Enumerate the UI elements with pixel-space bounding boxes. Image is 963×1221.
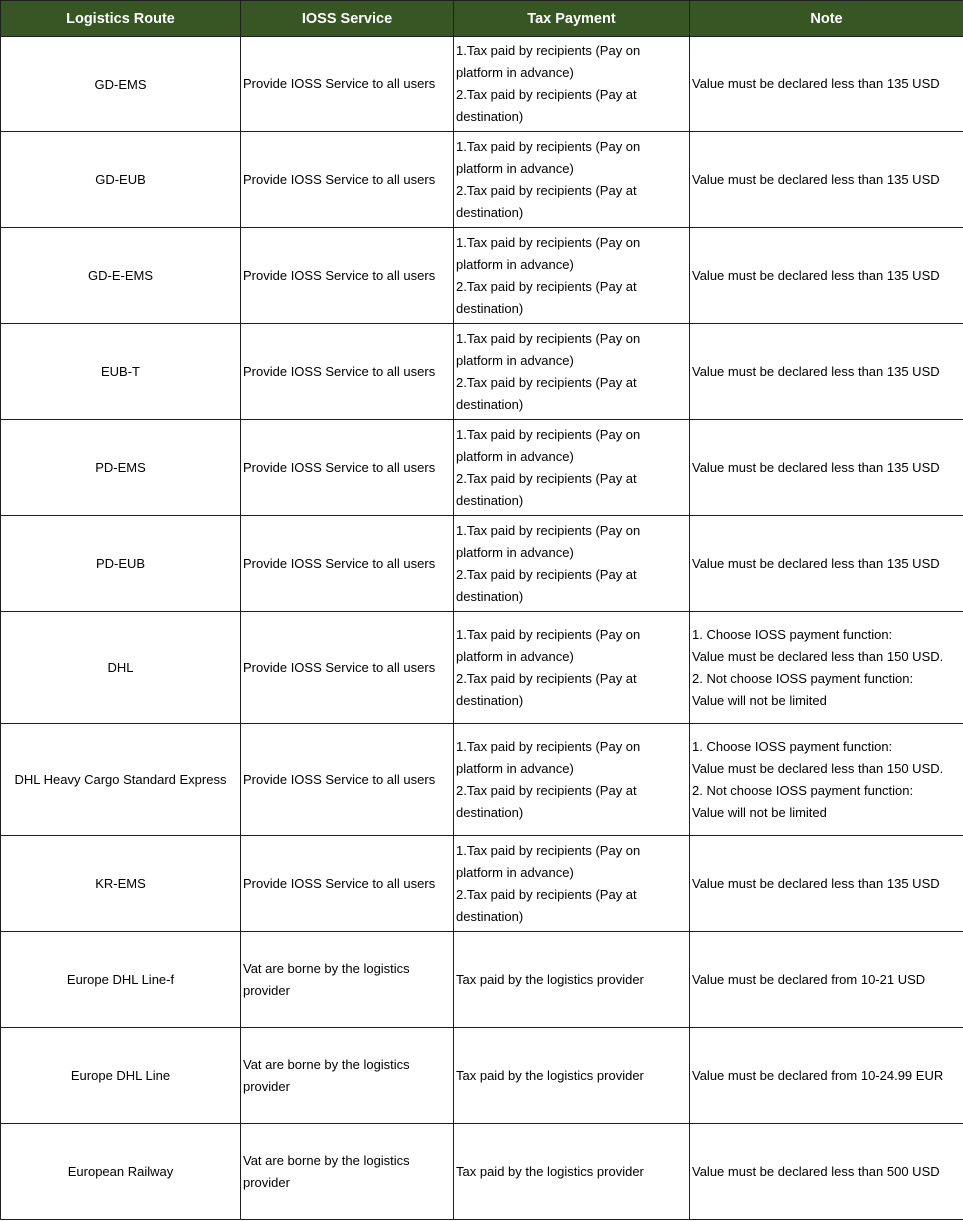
tax-payment-line: destination) <box>456 396 524 412</box>
ioss-service-text: Vat are borne by the logistics provider <box>243 960 410 998</box>
cell-ioss-service <box>241 612 454 724</box>
tax-payment-line: destination) <box>456 492 524 508</box>
cell-tax-payment <box>454 836 690 932</box>
cell-note <box>690 612 963 724</box>
note-line: Value must be declared less than 135 USD <box>692 363 940 379</box>
cell-tax-payment <box>454 612 690 724</box>
cell-logistics-route: KR-EMS <box>1 836 241 932</box>
note-line: Value must be declared from 10-21 USD <box>692 971 926 987</box>
tax-payment-line: platform in advance) <box>456 448 574 464</box>
tax-payment-line: destination) <box>456 908 524 924</box>
tax-payment-line: 1.Tax paid by recipients (Pay on <box>456 330 641 346</box>
tax-payment-line: 2.Tax paid by recipients (Pay at <box>456 87 637 102</box>
ioss-service-text: Provide IOSS Service to all users <box>243 76 436 91</box>
cell-logistics-route: GD-E-EMS <box>1 228 241 324</box>
note-line: Value must be declared less than 135 USD <box>692 555 940 571</box>
tax-payment-line: destination) <box>456 692 524 708</box>
cell-logistics-route: PD-EMS <box>1 420 241 516</box>
cell-tax-payment <box>454 1028 690 1124</box>
cell-note <box>690 932 963 1028</box>
note-line: Value must be declared less than 150 USD. <box>692 648 944 664</box>
cell-ioss-service <box>241 1124 454 1220</box>
tax-payment-line: 1.Tax paid by recipients (Pay on <box>456 234 641 250</box>
table-row <box>1 1028 963 1124</box>
cell-ioss-service <box>241 836 454 932</box>
note-line: Value must be declared less than 150 USD. <box>692 760 944 776</box>
cell-note <box>690 1028 963 1124</box>
cell-tax-payment <box>454 37 690 132</box>
tax-payment-line: 1.Tax paid by recipients (Pay on <box>456 738 641 754</box>
tax-payment-line: platform in advance) <box>456 352 574 368</box>
cell-tax-payment <box>454 724 690 836</box>
tax-payment-line: Tax paid by the logistics provider <box>456 1163 644 1179</box>
tax-payment-line: 2.Tax paid by recipients (Pay at <box>456 278 637 294</box>
cell-logistics-route: European Railway <box>1 1124 241 1220</box>
cell-ioss-service <box>241 724 454 836</box>
note-line: Value must be declared less than 135 USD <box>692 76 940 91</box>
cell-logistics-route: GD-EUB <box>1 132 241 228</box>
cell-note <box>690 516 963 612</box>
tax-payment-line: destination) <box>456 109 524 124</box>
tax-payment-line: destination) <box>456 804 524 820</box>
note-line: 2. Not choose IOSS payment function: <box>692 782 914 798</box>
tax-payment-line: 2.Tax paid by recipients (Pay at <box>456 470 637 486</box>
cell-tax-payment <box>454 932 690 1028</box>
table-row <box>1 324 963 420</box>
header-tax-payment: Tax Payment <box>454 1 690 37</box>
cell-tax-payment <box>454 132 690 228</box>
header-ioss-service: IOSS Service <box>241 1 454 37</box>
note-line: Value must be declared less than 135 USD <box>692 171 940 187</box>
note-line: 1. Choose IOSS payment function: <box>692 626 893 642</box>
tax-payment-line: 1.Tax paid by recipients (Pay on <box>456 43 641 58</box>
cell-note <box>690 228 963 324</box>
tax-payment-line: 2.Tax paid by recipients (Pay at <box>456 374 637 390</box>
tax-payment-line: 2.Tax paid by recipients (Pay at <box>456 670 637 686</box>
ioss-service-text: Provide IOSS Service to all users <box>243 267 436 283</box>
tax-payment-line: destination) <box>456 300 524 316</box>
cell-ioss-service <box>241 132 454 228</box>
table-body <box>1 37 963 1220</box>
tax-payment-line: platform in advance) <box>456 648 574 664</box>
header-note: Note <box>690 1 963 37</box>
table-header <box>1 1 963 37</box>
tax-payment-line: 2.Tax paid by recipients (Pay at <box>456 782 637 798</box>
cell-ioss-service <box>241 932 454 1028</box>
cell-note <box>690 724 963 836</box>
ioss-service-text: Provide IOSS Service to all users <box>243 875 436 891</box>
ioss-service-text: Provide IOSS Service to all users <box>243 363 436 379</box>
cell-logistics-route: DHL <box>1 612 241 724</box>
tax-payment-line: destination) <box>456 204 524 220</box>
ioss-service-text: Vat are borne by the logistics provider <box>243 1152 410 1190</box>
cell-logistics-route: GD-EMS <box>1 37 241 132</box>
tax-payment-line: platform in advance) <box>456 65 574 80</box>
table-row <box>1 37 963 132</box>
tax-payment-line: 2.Tax paid by recipients (Pay at <box>456 886 637 902</box>
cell-note <box>690 324 963 420</box>
tax-payment-line: 1.Tax paid by recipients (Pay on <box>456 626 641 642</box>
tax-payment-line: 1.Tax paid by recipients (Pay on <box>456 138 641 154</box>
table-row <box>1 612 963 724</box>
note-line: 2. Not choose IOSS payment function: <box>692 670 914 686</box>
tax-payment-line: platform in advance) <box>456 256 574 272</box>
tax-payment-line: platform in advance) <box>456 160 574 176</box>
table-row <box>1 1124 963 1220</box>
note-line: Value must be declared from 10-24.99 EUR <box>692 1067 944 1083</box>
note-line: Value must be declared less than 500 USD <box>692 1163 940 1179</box>
tax-payment-line: 1.Tax paid by recipients (Pay on <box>456 842 641 858</box>
tax-payment-line: 2.Tax paid by recipients (Pay at <box>456 566 637 582</box>
cell-ioss-service <box>241 1028 454 1124</box>
ioss-service-text: Provide IOSS Service to all users <box>243 171 436 187</box>
tax-payment-line: destination) <box>456 588 524 604</box>
ioss-service-text: Provide IOSS Service to all users <box>243 459 436 475</box>
table-row <box>1 132 963 228</box>
note-line: Value must be declared less than 135 USD <box>692 875 940 891</box>
header-row <box>1 1 963 37</box>
table-row <box>1 228 963 324</box>
note-line: 1. Choose IOSS payment function: <box>692 738 893 754</box>
table-row <box>1 932 963 1028</box>
tax-payment-line: Tax paid by the logistics provider <box>456 1067 644 1083</box>
ioss-service-text: Provide IOSS Service to all users <box>243 659 436 675</box>
note-line: Value will not be limited <box>692 804 827 820</box>
ioss-service-text: Provide IOSS Service to all users <box>243 555 436 571</box>
table-row <box>1 724 963 836</box>
cell-logistics-route: DHL Heavy Cargo Standard Express <box>1 724 241 836</box>
cell-ioss-service <box>241 420 454 516</box>
cell-note <box>690 836 963 932</box>
cell-logistics-route: PD-EUB <box>1 516 241 612</box>
table-row <box>1 420 963 516</box>
note-line: Value must be declared less than 135 USD <box>692 267 940 283</box>
ioss-service-text: Vat are borne by the logistics provider <box>243 1056 410 1094</box>
cell-logistics-route: Europe DHL Line <box>1 1028 241 1124</box>
cell-ioss-service <box>241 37 454 132</box>
tax-payment-line: Tax paid by the logistics provider <box>456 971 644 987</box>
cell-note <box>690 1124 963 1220</box>
cell-logistics-route: EUB-T <box>1 324 241 420</box>
table-row <box>1 836 963 932</box>
tax-payment-line: platform in advance) <box>456 864 574 880</box>
ioss-service-text: Provide IOSS Service to all users <box>243 771 436 787</box>
cell-ioss-service <box>241 228 454 324</box>
cell-ioss-service <box>241 516 454 612</box>
tax-payment-line: 1.Tax paid by recipients (Pay on <box>456 522 641 538</box>
cell-tax-payment <box>454 1124 690 1220</box>
cell-logistics-route: Europe DHL Line-f <box>1 932 241 1028</box>
note-line: Value will not be limited <box>692 692 827 708</box>
tax-payment-line: platform in advance) <box>456 544 574 560</box>
cell-tax-payment <box>454 228 690 324</box>
cell-note <box>690 37 963 132</box>
tax-payment-line: platform in advance) <box>456 760 574 776</box>
tax-payment-line: 1.Tax paid by recipients (Pay on <box>456 426 641 442</box>
cell-note <box>690 420 963 516</box>
cell-note <box>690 132 963 228</box>
header-logistics-route: Logistics Route <box>1 1 241 37</box>
table-row <box>1 516 963 612</box>
tax-payment-line: 2.Tax paid by recipients (Pay at <box>456 182 637 198</box>
cell-tax-payment <box>454 516 690 612</box>
cell-tax-payment <box>454 420 690 516</box>
cell-ioss-service <box>241 324 454 420</box>
note-line: Value must be declared less than 135 USD <box>692 459 940 475</box>
cell-tax-payment <box>454 324 690 420</box>
